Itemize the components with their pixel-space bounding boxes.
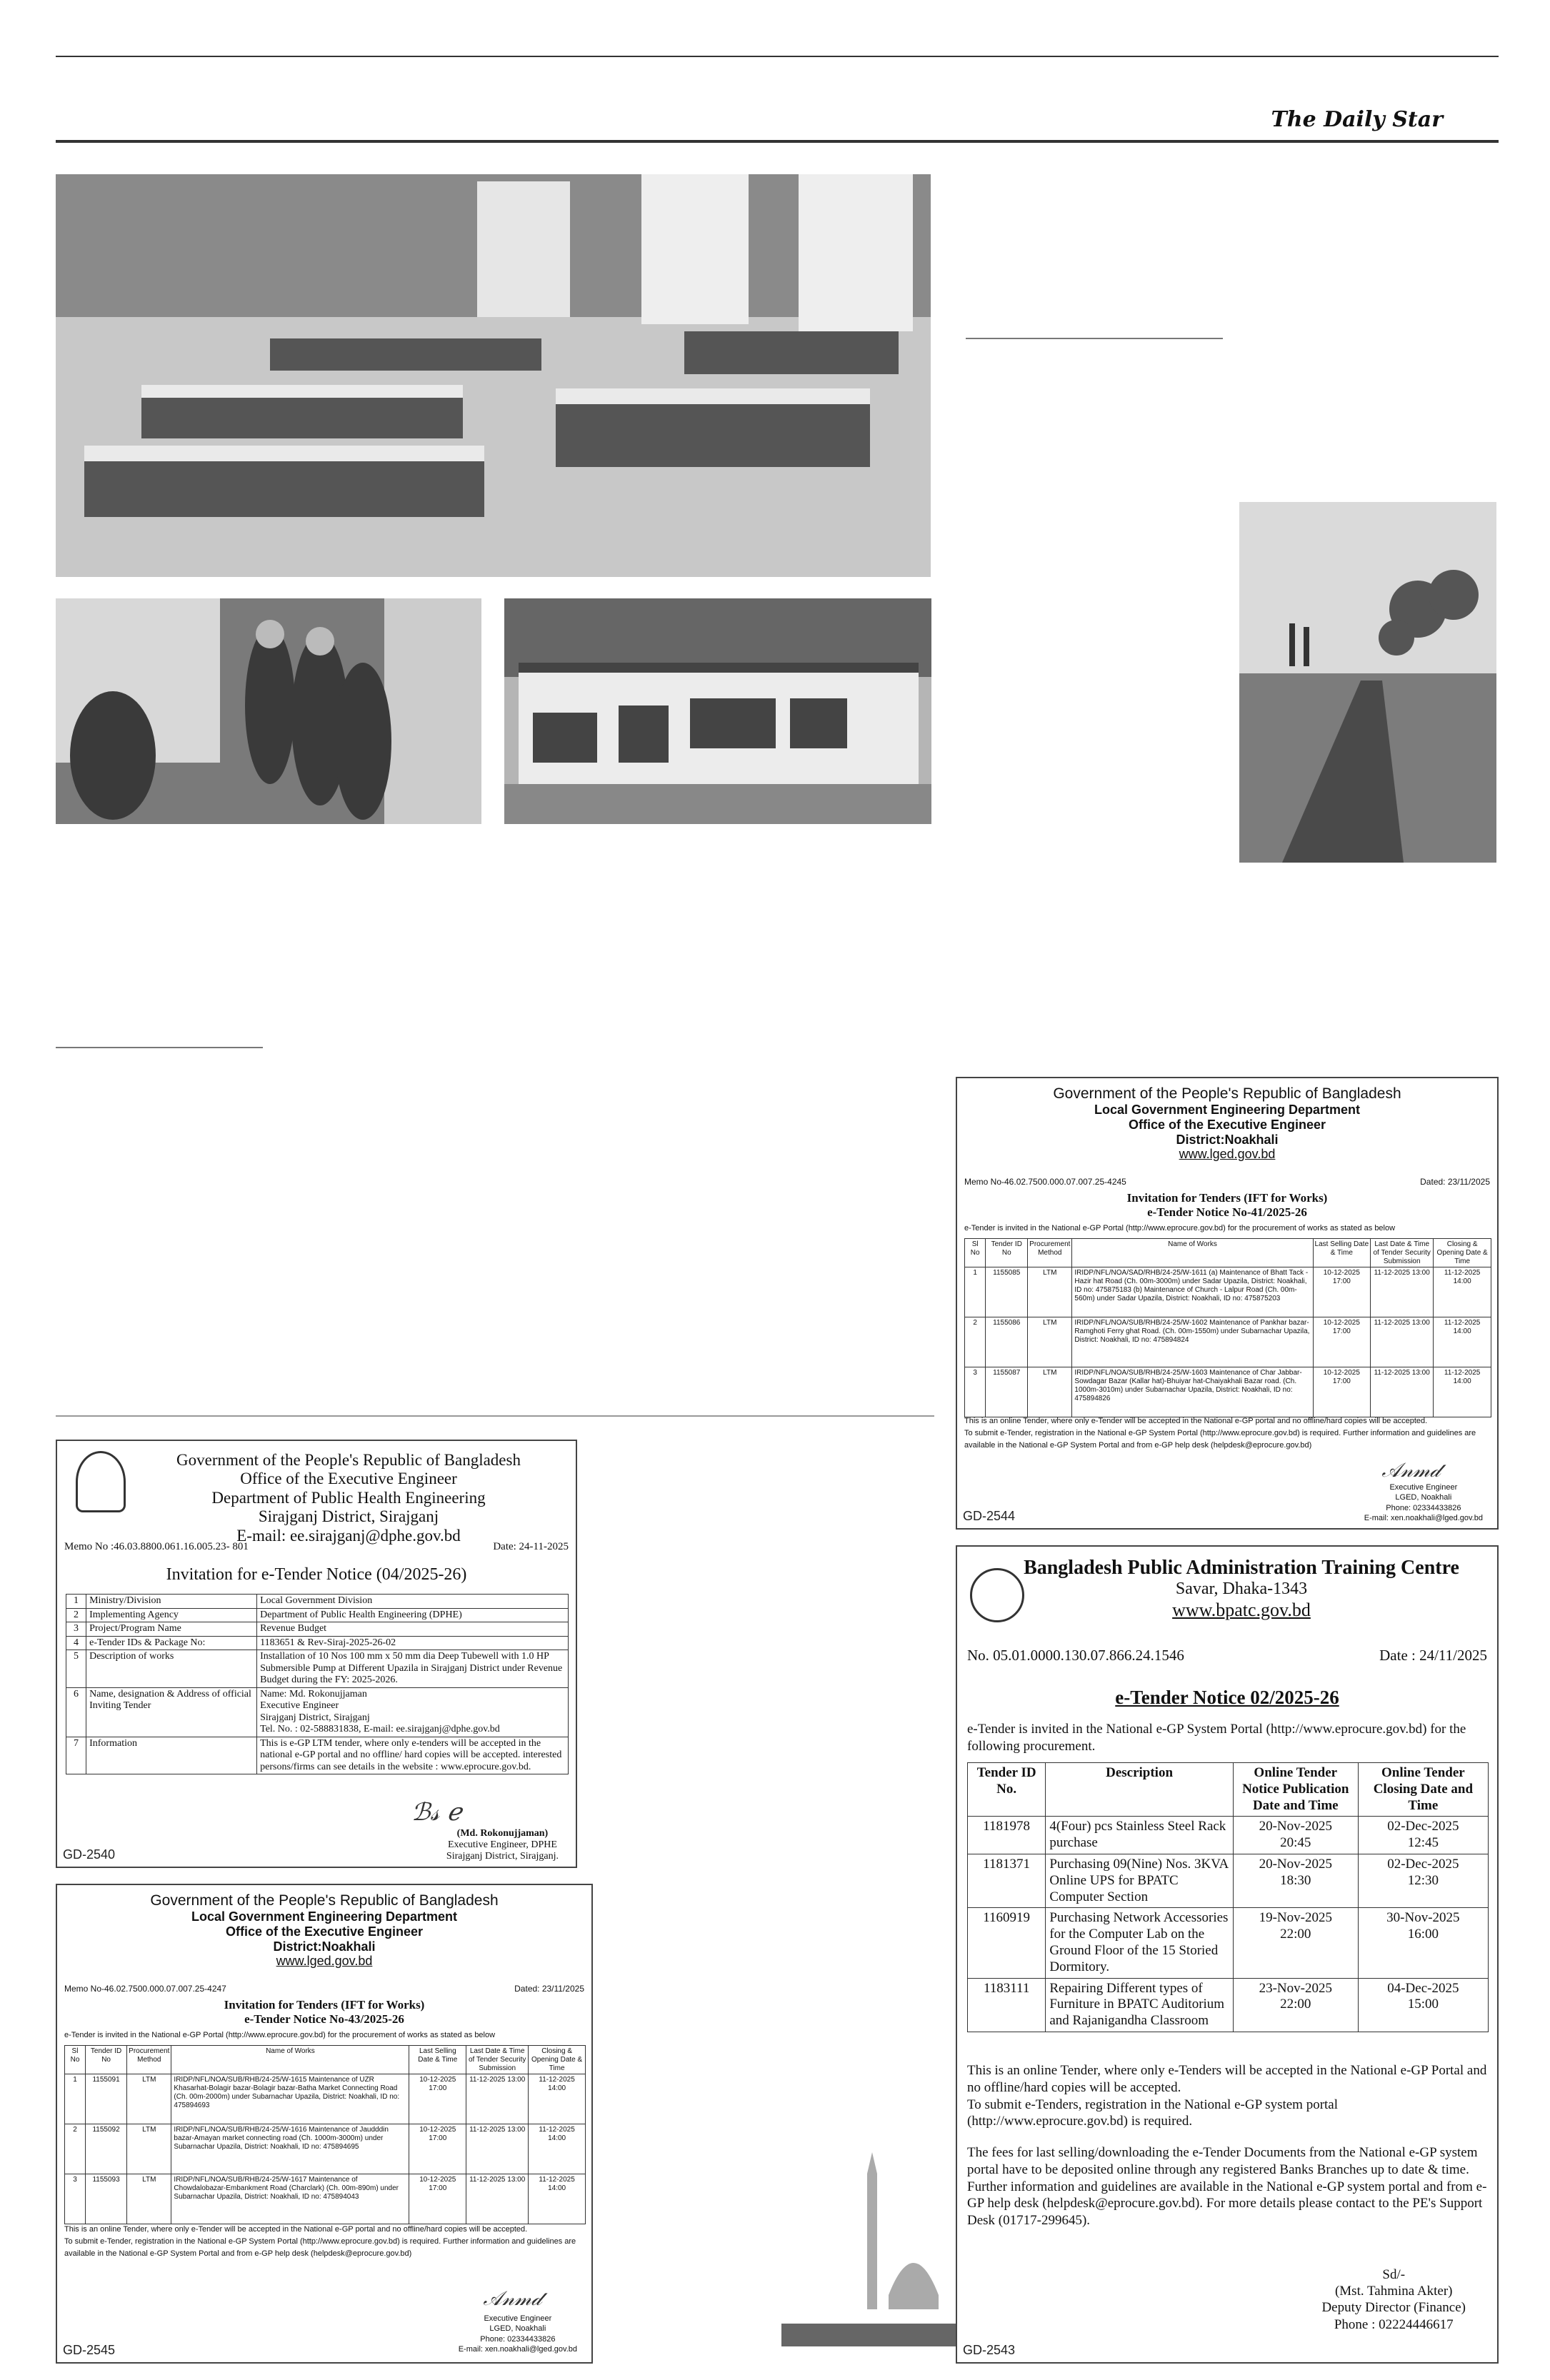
- masthead-rule: [56, 140, 1499, 143]
- table-cell: 10-12-2025 17:00: [409, 2174, 466, 2224]
- column-header: Last Selling Date & Time: [1313, 1239, 1371, 1267]
- ad-website: www.bpatc.gov.bd: [1172, 1599, 1311, 1620]
- ad-intro: e-Tender is invited in the National e-GP System Portal (http://www.eprocure.gov.bd) for the following procurement.: [967, 1722, 1466, 1754]
- table-row: [66, 1608, 569, 1622]
- row-value: 1183651 & Rev-Siraj-2025-26-02: [257, 1636, 569, 1650]
- ad-signatory-title: Executive Engineer: [1389, 1483, 1458, 1492]
- table-cell: 1155093: [86, 2174, 127, 2224]
- table-cell: 23-Nov-2025 22:00: [1233, 1978, 1358, 2032]
- patients-corridor-photo: [56, 598, 481, 824]
- field-embankment-photo: [1239, 502, 1496, 863]
- table-row: [968, 1908, 1489, 1978]
- table-row: [965, 1267, 1491, 1317]
- column-header: Online Tender Notice Publication Date and Time: [1233, 1763, 1358, 1817]
- row-label: Project/Program Name: [86, 1622, 257, 1637]
- row-value: Department of Public Health Engineering (DPHE): [257, 1608, 569, 1622]
- column-header: Sl No: [965, 1239, 986, 1267]
- table-cell: IRIDP/NFL/NOA/SUB/RHB/24-25/W-1617 Maintenance of Chowdalobazar-Embankment Road (Charclark) (Ch. 00m-890m) under Subarnachar Upazila, District: Noakhali, ID no: 475894043: [171, 2174, 409, 2224]
- row-value: Revenue Budget: [257, 1622, 569, 1637]
- signature-scribble: ℬ𝓈 ℯ: [411, 1798, 461, 1827]
- table-cell: 02-Dec-2025 12:45: [1358, 1817, 1488, 1854]
- column-header: Procurement Method: [127, 2046, 171, 2074]
- ad-website: www.lged.gov.bd: [276, 1954, 373, 1969]
- ad-paragraph: To submit e-Tenders, registration in the National e-GP system portal (http://www.eprocure.gov.bd) is required.: [967, 2097, 1339, 2129]
- ad-signatory-name: (Mst. Tahmina Akter): [1334, 2284, 1453, 2299]
- ad-signatory-org: LGED, Noakhali: [1395, 1493, 1452, 1502]
- ad-paragraph: This is an online Tender, where only e-Tenders will be accepted in the National e-GP Portal and no offline/hard copies will be accepted.: [967, 2063, 1487, 2095]
- ad-paragraph: Further information and guidelines are available in the National e-GP system portal and from e-GP help desk (helpdesk@eprocure.gov.bd). For more details please contact to the PE's Support Desk (01717-299645).: [967, 2179, 1487, 2228]
- table-cell: 1160919: [968, 1908, 1046, 1978]
- table-cell: 11-12-2025 14:00: [1434, 1367, 1491, 1417]
- table-cell: 20-Nov-2025 20:45: [1233, 1817, 1358, 1854]
- table-cell: 19-Nov-2025 22:00: [1233, 1908, 1358, 1978]
- dphe-tender-ad: [56, 1440, 577, 1868]
- table-cell: 1: [65, 2074, 86, 2124]
- ad-memo: Memo No-46.02.7500.000.07.007.25-4245: [964, 1177, 1126, 1187]
- table-cell: Repairing Different types of Furniture in BPATC Auditorium and Rajanigandha Classroom: [1046, 1978, 1233, 2032]
- table-cell: 10-12-2025 17:00: [1313, 1317, 1371, 1367]
- table-cell: 1155085: [986, 1267, 1028, 1317]
- masthead-logo: The Daily Star: [1271, 107, 1443, 132]
- row-value: This is e-GP LTM tender, where only e-tenders will be accepted in the national e-GP portal and no offline/ hard copies will be accepted. interested persons/firms can see details in the website : www.eprocure.gov.bd.: [257, 1737, 569, 1774]
- ad-subtitle: e-Tender Notice No-41/2025-26: [1147, 1205, 1307, 1219]
- column-header: Tender ID No.: [968, 1763, 1046, 1817]
- table-cell: 1155086: [986, 1317, 1028, 1367]
- table-cell: 1181978: [968, 1817, 1046, 1854]
- ad-signatory-name: (Md. Rokonujjaman): [456, 1828, 549, 1839]
- table-cell: 10-12-2025 17:00: [1313, 1367, 1371, 1417]
- row-label: Name, designation & Address of official Inviting Tender: [86, 1687, 257, 1737]
- ad-memo: Memo No :46.03.8800.061.16.005.23- 801: [64, 1541, 249, 1552]
- row-label: Implementing Agency: [86, 1608, 257, 1622]
- ad-office: Office of the Executive Engineer: [240, 1470, 457, 1488]
- column-header: Sl No: [65, 2046, 86, 2074]
- table-cell: 11-12-2025 14:00: [529, 2174, 586, 2224]
- table-cell: 20-Nov-2025 18:30: [1233, 1854, 1358, 1907]
- ad-gov-name: Government of the People's Republic of Bangladesh: [150, 1892, 499, 1909]
- table-row: [66, 1636, 569, 1650]
- row-number: 6: [66, 1687, 86, 1737]
- ad-code: GD-2543: [963, 2343, 1016, 2357]
- ad-note: To submit e-Tender, registration in the National e-GP System Portal (http://www.eprocure.gov.bd) is required. Further information and guidelines are available in the National e-GP System Portal and from e-GP help desk (helpdesk@eprocure.gov.bd): [964, 1429, 1476, 1450]
- table-cell: 1: [965, 1267, 986, 1317]
- bpatc-tender-table: [967, 1762, 1489, 2032]
- ad-office: Office of the Executive Engineer: [1128, 1117, 1326, 1132]
- row-number: 3: [66, 1622, 86, 1637]
- table-row: [66, 1595, 569, 1609]
- dphe-info-table: [66, 1594, 569, 1774]
- ad-signatory-org: LGED, Noakhali: [489, 2324, 546, 2334]
- ad-website: www.lged.gov.bd: [1179, 1147, 1276, 1162]
- column-header: Closing & Opening Date & Time: [529, 2046, 586, 2074]
- ad-signatory-phone: Phone : 02224446617: [1334, 2316, 1454, 2332]
- column-header: Procurement Method: [1028, 1239, 1072, 1267]
- table-cell: 11-12-2025 13:00: [1371, 1267, 1434, 1317]
- table-cell: 10-12-2025 17:00: [409, 2074, 466, 2124]
- table-cell: Purchasing Network Accessories for the Computer Lab on the Ground Floor of the 15 Storied Dormitory.: [1046, 1908, 1233, 1978]
- table-cell: 10-12-2025 17:00: [409, 2124, 466, 2174]
- table-cell: 1155087: [986, 1367, 1028, 1417]
- ad-district: Sirajganj District, Sirajganj: [258, 1507, 439, 1526]
- ad-sd: Sd/-: [1382, 2267, 1406, 2282]
- table-cell: LTM: [1028, 1267, 1072, 1317]
- row-label: Information: [86, 1737, 257, 1774]
- table-cell: 04-Dec-2025 15:00: [1358, 1978, 1488, 2032]
- ad-date: Date: 24-11-2025: [493, 1541, 569, 1552]
- ad-title: Invitation for Tenders (IFT for Works): [224, 1998, 425, 2012]
- ad-code: GD-2544: [963, 1509, 1016, 1523]
- table-row: [968, 1854, 1489, 1907]
- column-divider: [56, 1415, 934, 1417]
- table-cell: Purchasing 09(Nine) Nos. 3KVA Online UPS for BPATC Computer Section: [1046, 1854, 1233, 1907]
- table-cell: 4(Four) pcs Stainless Steel Rack purchase: [1046, 1817, 1233, 1854]
- ad-title: Invitation for Tenders (IFT for Works): [1126, 1191, 1328, 1205]
- ad-office: Office of the Executive Engineer: [225, 1924, 424, 1939]
- dotted-divider: [966, 338, 1223, 339]
- ad-note: This is an online Tender, where only e-Tender will be accepted in the National e-GP portal and no offline/hard copies will be accepted.: [964, 1417, 1428, 1425]
- ad-address: Savar, Dhaka-1343: [1175, 1580, 1308, 1599]
- lged-43-table: [64, 2045, 586, 2224]
- table-row: [965, 1317, 1491, 1367]
- table-cell: 3: [65, 2174, 86, 2224]
- table-row: [65, 2124, 586, 2174]
- row-label: e-Tender IDs & Package No:: [86, 1636, 257, 1650]
- bpatc-tender-ad: [956, 1545, 1499, 2364]
- column-header: Name of Works: [171, 2046, 409, 2074]
- row-value: Name: Md. Rokonujjaman Executive Engineer Sirajganj District, Sirajganj Tel. No. : 02-588831838, E-mail: ee.sirajganj@dphe.gov.bd: [257, 1687, 569, 1737]
- table-cell: 2: [965, 1317, 986, 1367]
- row-number: 1: [66, 1595, 86, 1609]
- ad-code: GD-2545: [63, 2343, 116, 2357]
- table-cell: LTM: [127, 2174, 171, 2224]
- table-row: [66, 1687, 569, 1737]
- table-cell: 02-Dec-2025 12:30: [1358, 1854, 1488, 1907]
- column-header: Tender ID No: [86, 2046, 127, 2074]
- table-row: [965, 1367, 1491, 1417]
- ad-district: District:Noakhali: [273, 1939, 376, 1954]
- row-number: 5: [66, 1650, 86, 1688]
- ad-memo: No. 05.01.0000.130.07.866.24.1546: [967, 1647, 1184, 1664]
- ad-subtitle: e-Tender Notice No-43/2025-26: [244, 2012, 404, 2026]
- ad-email: E-mail: ee.sirajganj@dphe.gov.bd: [236, 1526, 461, 1545]
- ad-notice-title: e-Tender Notice 02/2025-26: [1115, 1687, 1339, 1708]
- table-cell: 2: [65, 2124, 86, 2174]
- column-header: Last Date & Time of Tender Security Submission: [466, 2046, 529, 2074]
- column-header: Description: [1046, 1763, 1233, 1817]
- ad-signatory-email: E-mail: xen.noakhali@lged.gov.bd: [458, 2344, 577, 2354]
- table-cell: IRIDP/NFL/NOA/SUB/RHB/24-25/W-1616 Maintenance of Jaudddin bazar-Amayan market connecting road (Ch. 1000m-3000m) under Subarnachar Upazila, District: Noakhali, ID no: 475894695: [171, 2124, 409, 2174]
- signature-scribble: 𝒜𝓃𝓂𝒹: [483, 2286, 541, 2310]
- ad-date: Dated: 23/11/2025: [514, 1984, 584, 1994]
- row-number: 2: [66, 1608, 86, 1622]
- table-row: [65, 2174, 586, 2224]
- ad-gov-name: Government of the People's Republic of Bangladesh: [1053, 1085, 1401, 1102]
- lged-tender-ad-43: [56, 1884, 593, 2364]
- ad-department: Local Government Engineering Department: [1094, 1103, 1361, 1118]
- row-label: Description of works: [86, 1650, 257, 1688]
- column-header: Online Tender Closing Date and Time: [1358, 1763, 1488, 1817]
- signature-scribble: 𝒜𝓃𝓂𝒹: [1381, 1458, 1440, 1482]
- ad-code: GD-2540: [63, 1847, 116, 1862]
- table-cell: 10-12-2025 17:00: [1313, 1267, 1371, 1317]
- ad-intro: e-Tender is invited in the National e-GP Portal (http://www.eprocure.gov.bd) for the procurement of works as stated as below: [964, 1224, 1396, 1232]
- table-cell: IRIDP/NFL/NOA/SUB/RHB/24-25/W-1602 Maintenance of Pankhar bazar-Ramghoti Ferry ghat Road. (Ch. 00m-1550m) under Subarnachar Upazila, District: Noakhali, ID no: 475894824: [1072, 1317, 1313, 1367]
- table-cell: 11-12-2025 13:00: [1371, 1367, 1434, 1417]
- row-value: Local Government Division: [257, 1595, 569, 1609]
- table-cell: 1181371: [968, 1854, 1046, 1907]
- table-row: [968, 1817, 1489, 1854]
- ad-date: Dated: 23/11/2025: [1420, 1177, 1490, 1187]
- lged-41-table: [964, 1238, 1491, 1417]
- table-cell: 11-12-2025 14:00: [529, 2074, 586, 2124]
- column-header: Closing & Opening Date & Time: [1434, 1239, 1491, 1267]
- column-header: Last Date & Time of Tender Security Submission: [1371, 1239, 1434, 1267]
- ad-signatory-phone: Phone: 02334433826: [1386, 1503, 1461, 1512]
- ad-signatory-title: Deputy Director (Finance): [1321, 2300, 1466, 2316]
- lged-tender-ad-41: [956, 1077, 1499, 1530]
- ad-note: To submit e-Tender, registration in the National e-GP System Portal (http://www.eprocure.gov.bd) is required. Further information and guidelines are available in the National e-GP System Portal and from e-GP help desk (helpdesk@eprocure.gov.bd): [64, 2237, 576, 2259]
- ad-signatory-title: Executive Engineer, DPHE: [447, 1839, 557, 1851]
- table-cell: 1155092: [86, 2124, 127, 2174]
- dotted-divider: [56, 1047, 263, 1048]
- column-header: Name of Works: [1072, 1239, 1313, 1267]
- row-value: Installation of 10 Nos 100 mm x 50 mm dia Deep Tubewell with 1.0 HP Submersible Pump at Different Upazila in Sirajganj District under Revenue Budget during the FY: 2025-2026.: [257, 1650, 569, 1688]
- ad-memo: Memo No-46.02.7500.000.07.007.25-4247: [64, 1984, 226, 1994]
- hospital-ward-photo: [56, 174, 931, 577]
- ad-title: Bangladesh Public Administration Training Centre: [1024, 1557, 1459, 1579]
- column-header: Tender ID No: [986, 1239, 1028, 1267]
- ad-date: Date : 24/11/2025: [1379, 1647, 1487, 1664]
- table-cell: LTM: [127, 2074, 171, 2124]
- table-cell: LTM: [1028, 1367, 1072, 1417]
- table-cell: 3: [965, 1367, 986, 1417]
- ad-department: Local Government Engineering Department: [191, 1909, 458, 1924]
- mosque-illustration: [781, 2152, 957, 2364]
- ad-signatory-place: Sirajganj District, Sirajganj.: [446, 1851, 559, 1862]
- ad-note: This is an online Tender, where only e-Tender will be accepted in the National e-GP portal and no offline/hard copies will be accepted.: [64, 2225, 528, 2234]
- row-number: 7: [66, 1737, 86, 1774]
- table-cell: 30-Nov-2025 16:00: [1358, 1908, 1488, 1978]
- table-cell: 1183111: [968, 1978, 1046, 2032]
- table-cell: 11-12-2025 13:00: [466, 2174, 529, 2224]
- ad-intro: e-Tender is invited in the National e-GP Portal (http://www.eprocure.gov.bd) for the procurement of works as stated as below: [64, 2031, 496, 2039]
- table-cell: IRIDP/NFL/NOA/SUB/RHB/24-25/W-1615 Maintenance of UZR Khasarhat-Bolagir bazar-Bolagir bazar-Batha Market Connecting Road (Ch. 00m-2000m) under Subarnachar Upazila, District: Noakhali, ID no: 475894693: [171, 2074, 409, 2124]
- table-cell: 11-12-2025 14:00: [1434, 1317, 1491, 1367]
- table-row: [66, 1650, 569, 1688]
- table-cell: 11-12-2025 14:00: [1434, 1267, 1491, 1317]
- table-row: [65, 2074, 586, 2124]
- table-cell: 11-12-2025 13:00: [466, 2074, 529, 2124]
- ad-paragraph: The fees for last selling/downloading the e-Tender Documents from the National e-GP system portal have to be deposited online through any registered Banks Branches up to date & time.: [967, 2145, 1478, 2177]
- table-cell: 11-12-2025 14:00: [529, 2124, 586, 2174]
- health-complex-building-photo: [504, 598, 931, 824]
- ad-title: Invitation for e-Tender Notice (04/2025-26): [166, 1565, 467, 1584]
- column-header: Last Selling Date & Time: [409, 2046, 466, 2074]
- ad-signatory-email: E-mail: xen.noakhali@lged.gov.bd: [1364, 1513, 1483, 1522]
- ad-signatory-title: Executive Engineer: [484, 2314, 552, 2323]
- table-cell: LTM: [127, 2124, 171, 2174]
- table-cell: 11-12-2025 13:00: [466, 2124, 529, 2174]
- table-row: [66, 1622, 569, 1637]
- table-cell: IRIDP/NFL/NOA/SAD/RHB/24-25/W-1611 (a) Maintenance of Bhatt Tack - Hazir hat Road (Ch. 00m-3000m) under Sadar Upazila, District: Noakhali, ID no: 475875183 (b) Maintenance of Church - Lalpur Road (Ch. 00m-560m) under Sadar Upazila, District: Noakhali, ID no: 475875203: [1072, 1267, 1313, 1317]
- row-number: 4: [66, 1636, 86, 1650]
- ad-district: District:Noakhali: [1176, 1132, 1279, 1147]
- table-row: [66, 1737, 569, 1774]
- table-row: [968, 1978, 1489, 2032]
- ad-signatory-phone: Phone: 02334433826: [480, 2334, 556, 2344]
- ad-department: Department of Public Health Engineering: [211, 1488, 486, 1507]
- table-cell: IRIDP/NFL/NOA/SUB/RHB/24-25/W-1603 Maintenance of Char Jabbar-Sowdagar Bazar (Kallar hat)-Bhuiyar hat-Chaiyakhali Bazar road. (Ch. 1000m-3010m) under Subarnachar Upazila, District: Noakhali, ID no: 475894826: [1072, 1367, 1313, 1417]
- top-rule: [56, 56, 1499, 57]
- table-cell: LTM: [1028, 1317, 1072, 1367]
- row-label: Ministry/Division: [86, 1595, 257, 1609]
- table-cell: 11-12-2025 13:00: [1371, 1317, 1434, 1367]
- dphe-logo: [76, 1451, 126, 1512]
- ad-gov-name: Government of the People's Republic of Bangladesh: [176, 1451, 521, 1469]
- table-cell: 1155091: [86, 2074, 127, 2124]
